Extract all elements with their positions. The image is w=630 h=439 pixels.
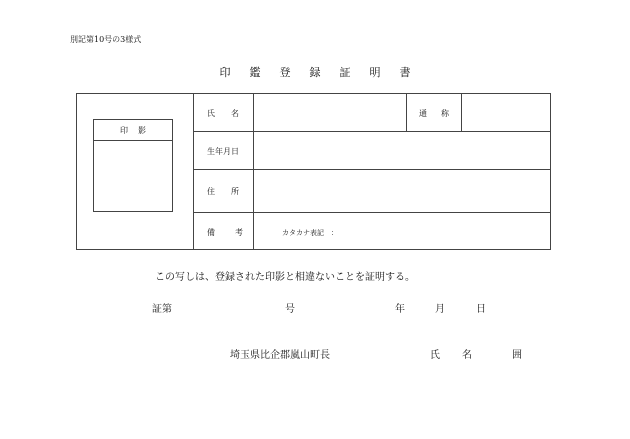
official-seal-mark: 囲 — [512, 350, 522, 361]
document-title: 印鑑登録証明書 — [219, 66, 430, 79]
katakana-note: カタカナ表記 ： — [282, 229, 338, 237]
birthdate-label: 生年月日 — [207, 147, 239, 156]
row-divider-address — [193, 212, 550, 213]
certificate-prefix: 証第 — [152, 304, 172, 315]
name-label: 氏名 — [207, 109, 255, 118]
month-label: 月 — [435, 304, 445, 315]
issuer-name-label: 氏名 — [430, 350, 494, 361]
registration-form-table — [76, 93, 551, 250]
row-divider-birthdate — [193, 169, 550, 170]
column-divider-seal — [193, 94, 194, 249]
form-number: 別記第10号の3様式 — [70, 35, 142, 44]
alias-label: 通称 — [419, 109, 463, 118]
certificate-number-suffix: 号 — [285, 304, 295, 315]
remarks-label: 備考 — [207, 228, 263, 237]
column-divider-alias — [406, 94, 407, 131]
seal-label: 印影 — [120, 126, 156, 135]
year-label: 年 — [395, 304, 405, 315]
seal-impression-box — [93, 119, 173, 212]
day-label: 日 — [476, 304, 486, 315]
certification-statement: この写しは、登録された印影と相違ないことを証明する。 — [155, 272, 415, 283]
issuing-authority: 埼玉県比企郡嵐山町長 — [230, 350, 330, 361]
seal-box-divider — [94, 140, 172, 141]
row-divider-name — [193, 131, 550, 132]
address-label: 住所 — [207, 187, 255, 196]
